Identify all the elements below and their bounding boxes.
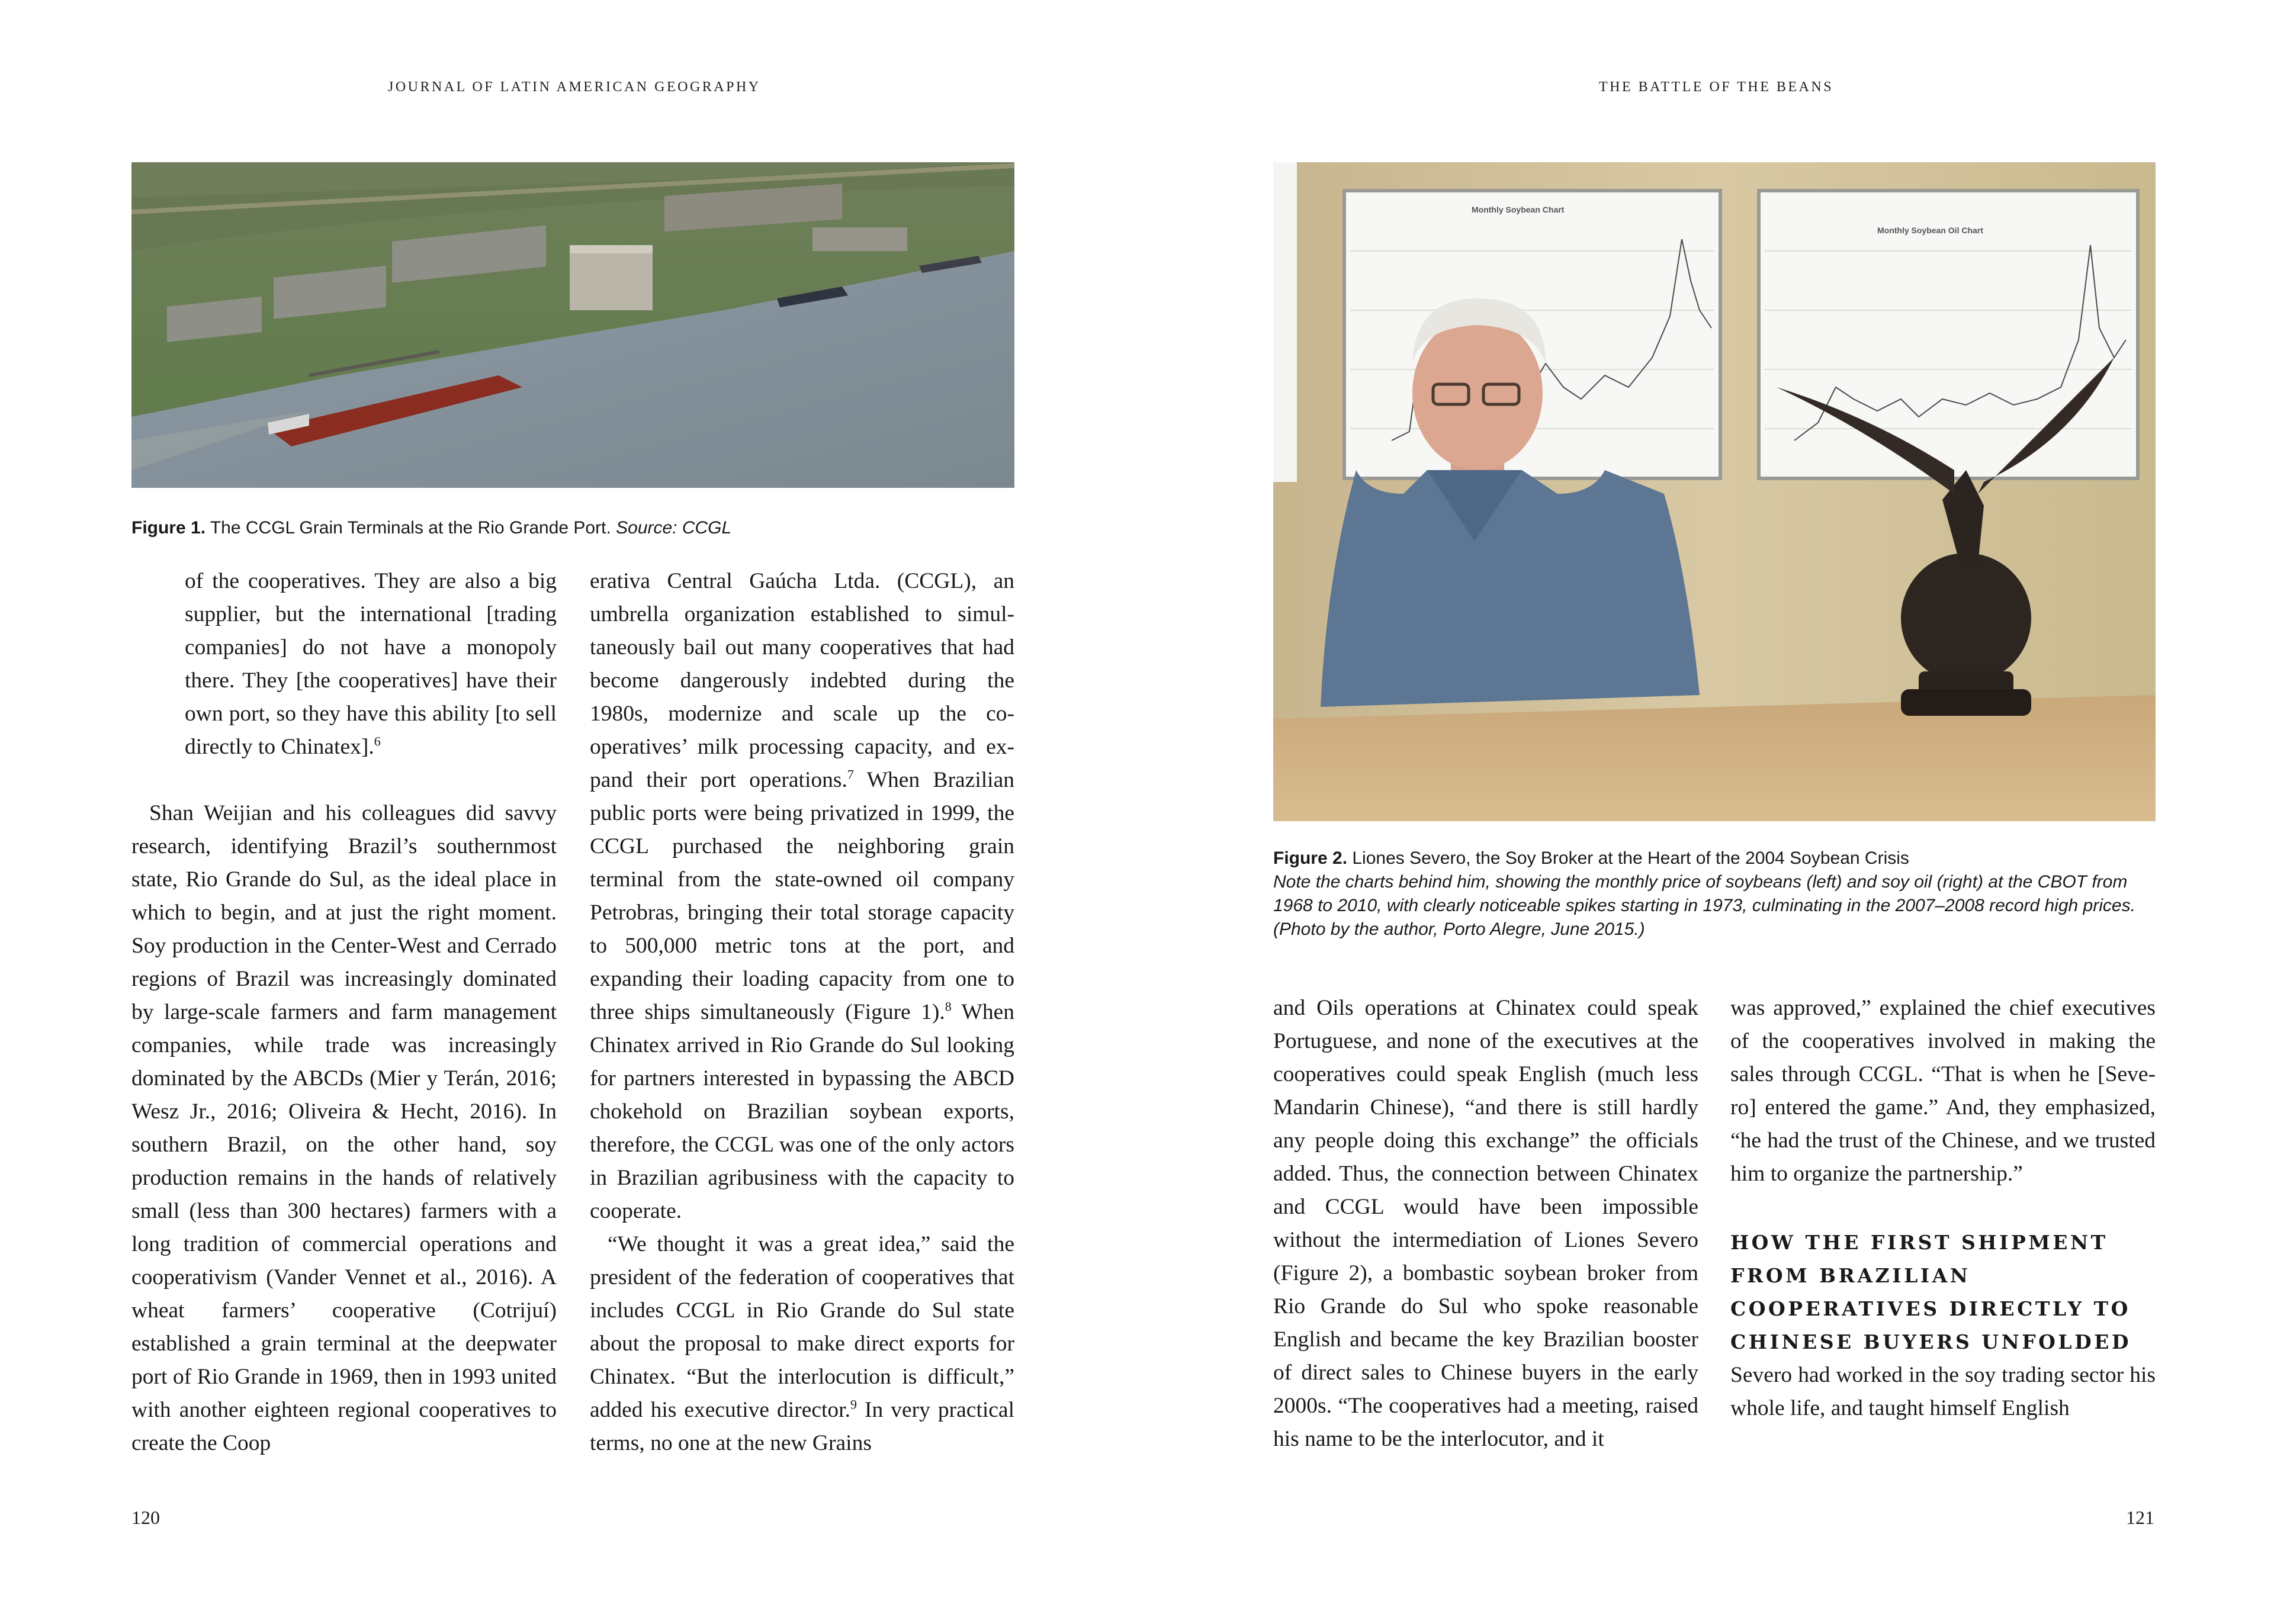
page-number-left: 120 [131,1507,160,1528]
right-column-2 [1730,992,2156,1425]
right-column-1 [1273,992,1698,1456]
figure-1-caption [131,516,1014,540]
paragraph: was approved,” explained the chief executives of the cooperatives involved in making the sales through CCGL. “That is when he [Severo] entered the game.” And, they emphasized, “he had the trust of the Chinese, and we trusted him to organize the partnership.” [1730,996,2156,1186]
block-quote-text: of the cooperatives. They are also a big supplier, but the international [trading companies] do not have a monopoly there. They [the cooperatives] have their own port, so they have this ability [to sell directly to Chinatex]. [185,569,557,759]
running-head-right: THE BATTLE OF THE BEANS [1599,79,1834,95]
figure-1-label: Figure 1. [131,518,206,538]
paragraph: Shan Weijian and his colleagues did savvy research, identifying Brazil’s southernmost state, Rio Grande do Sul, as the ideal place in which to begin, and at just the right moment. Soy production in the Center-West and Cerrado regions of Brazil was increasingly dominated by large-scale farmers and farm management companies, while trade was increasingly dominated by the ABCDs (Mier y Terán, 2016; Wesz Jr., 2016; Oliveira & Hecht, 2016). In southern Brazil, on the other hand, soy production remains in the hands of relatively small (less than 300 hectares) farmers with a long tradition of commercial operations and cooperativism (Vander Vennet et al., 2016). A wheat farmers’ cooperative (Cotrijuí) established a grain terminal at the deepwater port of Rio Grande in 1969, then in 1993 united with another eighteen regional cooperatives to create the Coop [131,801,557,1455]
figure-1-source: Source: CCGL [616,518,732,538]
footnote-ref-8: 8 [945,999,952,1014]
section-heading: HOW THE FIRST SHIPMENT FROM BRAZILIAN COOPERATIVES DIRECTLY TO CHINESE BUYERS UNFOLDED [1730,1231,2132,1353]
running-head-left: JOURNAL OF LATIN AMERICAN GEOGRAPHY [388,79,761,95]
footnote-ref-6: 6 [374,734,381,749]
paragraph: and Oils operations at Chinatex could speak Portuguese, and none of the executives at the cooperatives could speak English (much less Mandarin Chinese), “and there is still hardly any people doing this exchange” the officials added. Thus, the connection between Chinatex and CCGL would have been impossible without the intermediation of Liones Severo (Figure 2), a bombastic soybean broker from Rio Grande do Sul who spoke reasonable English and became the key Brazilian booster of direct sales to Chinese buyers in the early 2000s. “The cooperatives had a meeting, raised his name to be the interlocutor, and it [1273,996,1698,1451]
broker-portrait-photo [1273,162,2156,821]
figure-2-heading [1273,847,2156,870]
figure-1-title: The CCGL Grain Terminals at the Rio Grande Port. [210,518,611,538]
figure-1-photo [131,162,1014,488]
figure-2-photo [1273,162,2156,821]
paragraph-text: When Chinatex arrived in Rio Grande do Sul looking for partners interested in bypassing the ABCD chokehold on Brazilian soybean exports, therefore, the CCGL was one of the only actors in Brazilian agribusiness with the capacity to cooperate. [590,1000,1014,1223]
figure-2-note: Note the charts behind him, showing the monthly price of soybeans (left) and soy oil (right) at the CBOT from 1968 to 2010, with clearly noticeable spikes starting in 1973, culminating in the 2007–2008 record high prices. (Photo by the author, Porto Alegre, June 2015.) [1273,872,2135,939]
chart-right-title: Monthly Soybean Oil Chart [1877,226,1983,235]
left-column-2 [590,565,1014,1460]
paragraph [590,1228,1014,1460]
paragraph [590,565,1014,1228]
chart-left-title: Monthly Soybean Chart [1472,205,1565,214]
footnote-ref-9: 9 [850,1397,857,1412]
paragraph: Severo had worked in the soy trading sector his whole life, and taught himself English [1730,1363,2156,1420]
paragraph-text: erativa Central Gaúcha Ltda. (CCGL), an umbrella organization established to simultaneously bail out many cooperatives that had become dangerously indebted during the 1980s, modernize and scale up the cooperatives’ milk processing capacity, and expand their port operations. [590,569,1014,792]
figure-2-label: Figure 2. [1273,848,1348,868]
left-column-1 [131,797,557,1460]
paragraph-text: In very practical terms, no one at the new Grains [590,1398,1014,1455]
figure-2-title: Liones Severo, the Soy Broker at the Heart of the 2004 Soybean Crisis [1352,848,1909,868]
page-number-right: 121 [2126,1507,2154,1528]
paragraph-text: “We thought it was a great idea,” said the president of the federation of cooperatives that includes CCGL in Rio Grande do Sul state about the proposal to make direct exports for Chinatex. “But the interlocution is difficult,” added his executive director. [590,1232,1014,1422]
port-aerial-photo [131,162,1014,488]
figure-2-caption [1273,847,2156,941]
block-quote [185,565,557,764]
footnote-ref-7: 7 [847,767,854,782]
paragraph-text: When Brazilian public ports were being privatized in 1999, the CCGL purchased the neighboring grain terminal from the state-owned oil company Petrobras, bringing their total storage capacity to 500,000 metric tons at the port, and expanding their loading capacity from one to three ships simultaneously (Figure 1). [590,768,1014,1024]
